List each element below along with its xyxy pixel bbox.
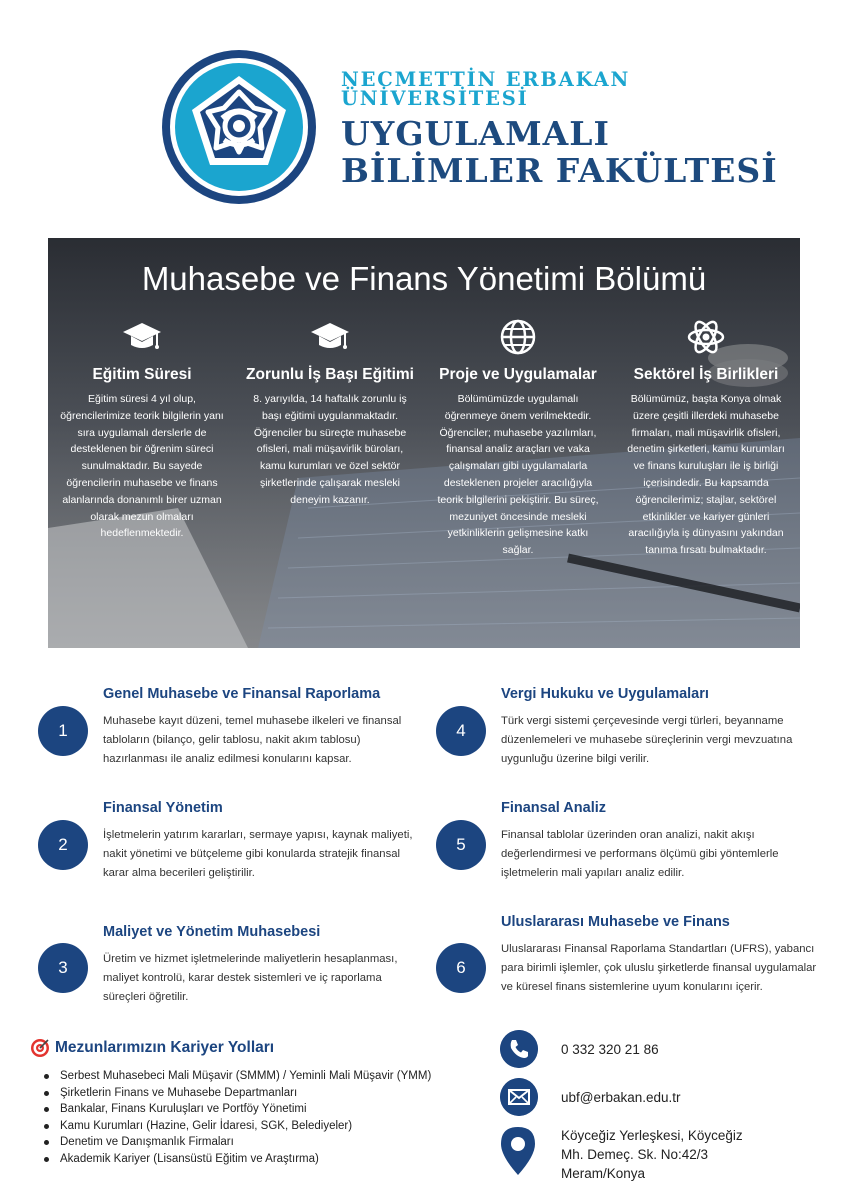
course-description: Muhasebe kayıt düzeni, temel muhasebe ilkeleri ve finansal tabloların (bilanço, gelir tablosu, nakit akım tablosu) hazırlanması ile analiz edilmesi konularını kapsar. [103, 715, 402, 765]
faculty-name-line2: BİLİMLER FAKÜLTESİ [341, 151, 778, 190]
feature-zorunlu-is-basi [242, 318, 418, 509]
list-item: Bankalar, Finans Kuruluşları ve Portföy Yönetimi [60, 1101, 470, 1118]
address-line2: Mh. Demeç. Sk. No:42/3 [561, 1147, 709, 1162]
course-title: Uluslararası Muhasebe ve Finans [501, 914, 730, 930]
university-name-line2: ÜNİVERSİTESİ [341, 87, 529, 110]
page-header [0, 0, 848, 230]
graduation-cap-icon [310, 318, 350, 356]
careers-section [30, 1038, 470, 1168]
course-title: Finansal Analiz [501, 800, 607, 816]
contact-address [500, 1126, 820, 1186]
faculty-name [341, 115, 778, 189]
map-pin-icon [500, 1126, 536, 1176]
feature-title: Eğitim Süresi [92, 366, 192, 383]
feature-sektorel-is-birlikleri [618, 318, 794, 559]
atom-icon [686, 318, 726, 356]
course-item-3 [38, 924, 408, 1024]
feature-text: 8. yarıyılda, 14 haftalık zorunlu iş başı eğitimi uygulanmaktadır. Öğrenciler bu süreçte muhasebe ofisleri, mali müşavirlik büroları, kamu kurumları ve özel sektör şirketlerinde çalışarak mesleki deneyim kazanır. [253, 393, 407, 506]
phone-number[interactable]: 0 332 320 21 86 [561, 1042, 659, 1057]
globe-icon [498, 318, 538, 356]
department-banner [48, 238, 800, 648]
list-item: Şirketlerin Finans ve Muhasebe Departmanları [60, 1085, 470, 1102]
course-item-5 [436, 800, 806, 900]
course-number-badge: 6 [436, 943, 486, 993]
course-item-6 [436, 914, 817, 1024]
university-name [341, 70, 630, 108]
phone-icon [500, 1030, 538, 1068]
course-item-1 [38, 686, 408, 786]
course-title: Genel Muhasebe ve Finansal Raporlama [103, 686, 381, 702]
email-address[interactable]: ubf@erbakan.edu.tr [561, 1090, 681, 1105]
target-icon [30, 1038, 50, 1058]
course-description: Finansal tablolar üzerinden oran analizi, nakit akışı değerlendirmesi ve performans ölçümü gibi yöntemlerle işletmelerin mali yapıları analiz edilir. [501, 829, 779, 879]
course-title: Vergi Hukuku ve Uygulamaları [501, 686, 709, 702]
address-line3: Meram/Konya [561, 1166, 646, 1181]
course-number-badge: 2 [38, 820, 88, 870]
feature-text: Bölümümüz, başta Konya olmak üzere çeşitli illerdeki muhasebe firmaları, mali müşavirlik ofisleri, denetim şirketleri, kamu kurumları ve finans kuruluşları ile iş birliği içerisindedir. Bu kapsamda öğrencilerimiz; stajlar, sektörel etkinlikler ve kariyer günleri aracılığıyla iş dünyasını yakından tanıma fırsatı bulmaktadır. [627, 393, 785, 557]
list-item: Kamu Kurumları (Hazine, Gelir İdaresi, SGK, Belediyeler) [60, 1118, 470, 1135]
graduation-cap-icon [122, 318, 162, 356]
faculty-name-line1: UYGULAMALI [341, 114, 610, 153]
list-item: Akademik Kariyer (Lisansüstü Eğitim ve Araştırma) [60, 1151, 470, 1168]
course-item-2 [38, 800, 413, 900]
course-number-badge: 3 [38, 943, 88, 993]
envelope-icon [500, 1078, 538, 1116]
feature-title: Proje ve Uygulamalar [439, 366, 597, 383]
feature-text: Eğitim süresi 4 yıl olup, öğrencilerimize teorik bilgilerin yanı sıra uygulamalı derslerle de desteklenen bir öğrenim süreci sunulmaktadır. Bu sayede öğrencilerin muhasebe ve finans alanlarında donanımlı birer uzman olarak mezun olmaları hedeflenmektedir. [60, 393, 224, 540]
careers-list [30, 1068, 470, 1168]
course-description: Üretim ve hizmet işletmelerinde maliyetlerin hesaplanması, maliyet kontrolü, karar destek sistemleri ve iç raporlama süreçleri öğretilir. [103, 953, 398, 1003]
address-text [561, 1126, 743, 1183]
course-item-4 [436, 686, 806, 786]
contact-phone[interactable] [500, 1030, 800, 1070]
feature-title: Sektörel İş Birlikleri [633, 366, 779, 383]
university-name-line1: NECMETTİN ERBAKAN [341, 68, 631, 91]
contact-email[interactable] [500, 1078, 800, 1118]
list-item: Serbest Muhasebeci Mali Müşavir (SMMM) / Yeminli Mali Müşavir (YMM) [60, 1068, 470, 1085]
banner-title: Muhasebe ve Finans Yönetimi Bölümü [141, 260, 707, 297]
course-number-badge: 4 [436, 706, 486, 756]
careers-title: Mezunlarımızın Kariyer Yolları [55, 1039, 275, 1056]
feature-egitim-suresi [54, 318, 230, 542]
course-number-badge: 1 [38, 706, 88, 756]
course-description: Uluslararası Finansal Raporlama Standartları (UFRS), yabancı para birimli işlemler, çok uluslu şirketlerde finansal uygulamalar ve küresel finans sistemlerine uyum konularını içerir. [501, 943, 817, 993]
course-number-badge: 5 [436, 820, 486, 870]
careers-heading [30, 1038, 470, 1058]
feature-title: Zorunlu İş Başı Eğitimi [246, 366, 414, 383]
course-title: Finansal Yönetim [103, 800, 223, 816]
course-title: Maliyet ve Yönetim Muhasebesi [103, 924, 321, 940]
address-line1: Köyceğiz Yerleşkesi, Köyceğiz [561, 1128, 743, 1143]
university-logo-icon [162, 48, 316, 206]
list-item: Denetim ve Danışmanlık Firmaları [60, 1134, 470, 1151]
course-description: Türk vergi sistemi çerçevesinde vergi türleri, beyanname düzenlemeleri ve muhasebe süreçlerinin vergi mevzuatına uygunluğu üzerine bilgi verilir. [501, 715, 793, 765]
feature-proje-uygulamalar [430, 318, 606, 559]
feature-text: Bölümümüzde uygulamalı öğrenmeye önem verilmektedir. Öğrenciler; muhasebe yazılımları, finansal analiz araçları ve vaka çalışmaları gibi uygulamalarla desteklenen projeler aracılığıyla teorik bilgilerini pekiştirir. Bu süreç, mezuniyet öncesinde mesleki yetkinliklerin gelişmesine katkı sağlar. [437, 393, 599, 557]
course-description: İşletmelerin yatırım kararları, sermaye yapısı, kaynak maliyeti, nakit yönetimi ve bütçeleme gibi konularda stratejik finansal karar alma becerileri geliştirilir. [103, 829, 413, 879]
